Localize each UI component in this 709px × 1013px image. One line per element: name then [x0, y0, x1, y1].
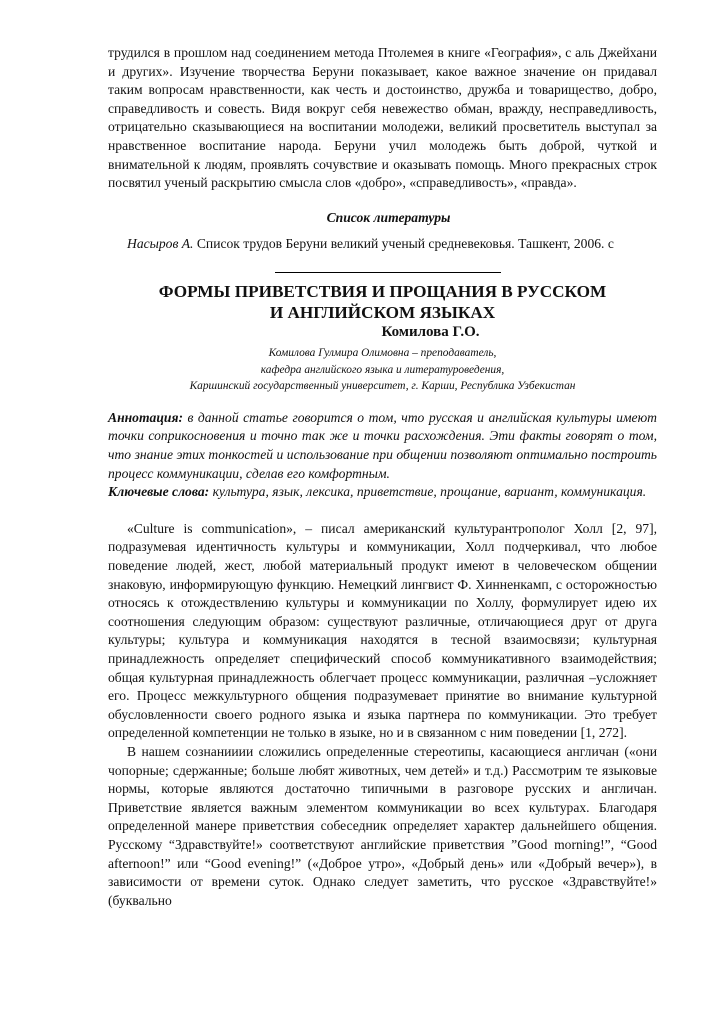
- previous-article-paragraph: трудился в прошлом над соединением метода Птолемея в книге «География», с аль Джейхани и других». Изучение творчества Беруни показывает, какое важное значение он придавал таким вопросам нравственности, как честь и достоинство, дружба и товарищество, добро, справедливость и совесть. Видя вокруг себя невежество обман, вражду, несправедливость, отрицательно сказывающиеся на воспитании молодежи, великий просветитель выступал за нравственное воспитание народа. Беруни учил молодежь быть доброй, чуткой и внимательной к людям, проявлять сочувствие и оказывать помощь. Много прекрасных строк посвятил ученый раскрытию смысла слов «добро», «справедливость», «правда».: [108, 45, 657, 191]
- article-title-line-2: И АНГЛИЙСКОМ ЯЗЫКАХ: [269, 302, 496, 322]
- abstract: [108, 409, 657, 483]
- body-paragraph-2: В нашем сознанииии сложились определенные стереотипы, касающиеся англичан («они чопорные; сдержанные; больше любят животных, чем детей» и т.д.) Рассмотрим те языковые нормы, которые являются достаточно типичными в разговоре русских и англичан. Приветствие является важным элементом коммуникации во всех культурах. Благодаря определенной манере приветствия собеседник определяет характер дальнейшего общения. Русскому “Здравствуйте!» соответствуют английские приветствия ”Good morning!”, “Good afternoon!” или “Good evening!” («Доброе утро», «Добрый день» или «Добрый вечер»), в зависимости от времени суток. Однако следует заметить, что русское «Здравствуйте!» (буквально: [108, 743, 657, 908]
- document-page: [108, 44, 657, 910]
- article-title: [108, 282, 657, 323]
- affiliation-line-2: кафедра английского языка и литературоведения,: [260, 363, 505, 376]
- affiliation-line-3: Каршинский государственный университет, г. Карши, Республика Узбекистан: [189, 380, 576, 393]
- keywords: [108, 483, 657, 502]
- keywords-text: культура, язык, лексика, приветствие, прощание, вариант, коммуникация.: [209, 484, 647, 500]
- abstract-label: Аннотация:: [108, 409, 183, 425]
- keywords-label: Ключевые слова:: [108, 484, 210, 500]
- reference-item: [127, 235, 657, 254]
- abstract-text: в данной статье говорится о том, что русская и английская культуры имеют точки соприкосновения и точно так же и точки расхождения. Эти факты говорят о том, что знание этих тонкостей и использование при общении позволяют оптимально построить процесс коммуникации, сделав его комфортным.: [108, 409, 657, 481]
- affiliation-line-1: Комилова Гулмира Олимовна – преподаватель,: [268, 347, 497, 360]
- article-author: Комилова Г.О.: [381, 324, 480, 341]
- section-divider: [275, 272, 501, 273]
- author-affiliation: [108, 345, 657, 395]
- body-paragraph-1: «Culture is communication», – писал американский культурантрополог Холл [2, 97], подразумевая идентичность культуры и коммуникации, Холл подчеркивал, что любое поведение людей, жест, любой материальный продукт имеют в человеческом общении знаковую, информирующую функцию. Немецкий лингвист Ф. Хинненкамп, с осторожностью относясь к отождествлению культуры и коммуникации по Холлу, формулирует идею их соотношения следующим образом: существуют различные, отличающиеся друг от друга культуры; культура и коммуникация находятся в тесной взаимосвязи; культурная принадлежность определяет специфический способ коммуникативного взаимодействия; общая культурная принадлежность облегчает процесс коммуникации, различная –усложняет его. Процесс межкультурного общения подразумевает принятие во внимание культурной обусловленности своего родного языка и языка партнера по коммуникации. Это требует определенной компетенции не только в языке, но и в связанном с ним поведении [1, 272].: [108, 520, 657, 741]
- references-heading: Список литературы: [326, 209, 451, 225]
- reference-author: Насыров А.: [127, 235, 194, 251]
- article-title-line-1: ФОРМЫ ПРИВЕТСТВИЯ И ПРОЩАНИЯ В РУССКОМ: [158, 282, 607, 302]
- reference-text: Список трудов Беруни великий ученый средневековья. Ташкент, 2006. с: [193, 235, 614, 251]
